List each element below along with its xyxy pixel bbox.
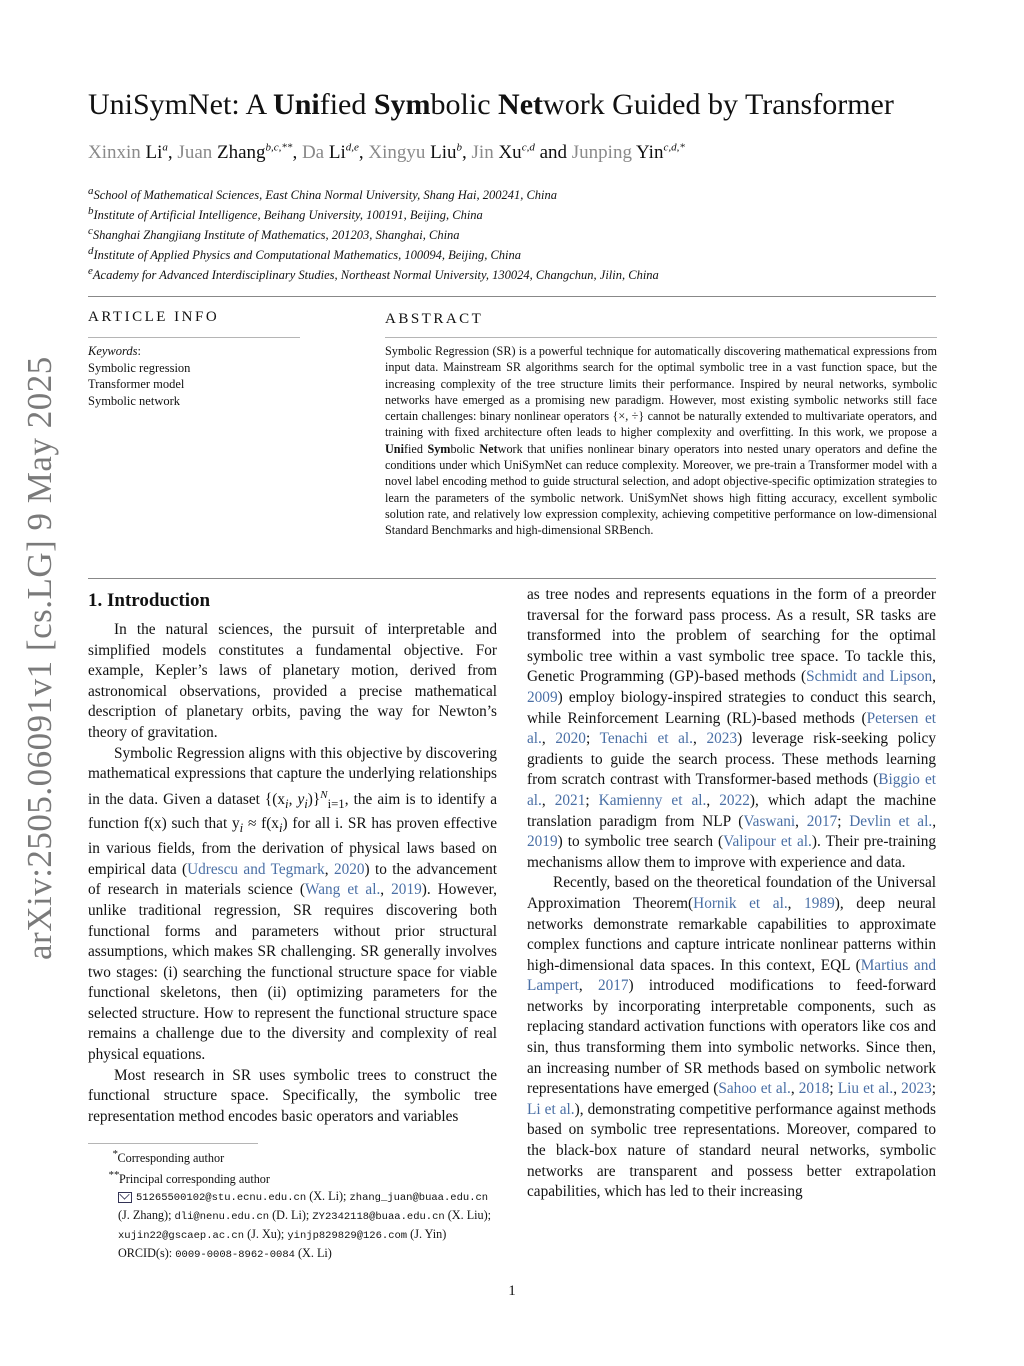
- text-run: )}: [307, 790, 321, 808]
- envelope-icon: [118, 1192, 132, 1203]
- citation-link[interactable]: Devlin et al.: [849, 812, 933, 830]
- affiliation-text: Shanghai Zhangjiang Institute of Mathematics, 201203, Shanghai, China: [92, 228, 460, 243]
- author-affiliation-mark: d,e: [345, 142, 359, 154]
- text-run: ) to the advancement of research in materials science (: [88, 860, 498, 899]
- paragraph: Most research in SR uses symbolic trees to construct the functional structure space. Specifically, the symbolic tree representation method encodes basic operators and variables: [88, 1066, 497, 1125]
- citation-link[interactable]: Li et al.: [527, 1100, 575, 1118]
- math-text: , y: [288, 790, 305, 808]
- text-run: ) introduced modifications to feed-forward networks by incorporating interpretable components, such as replacing standard activation functions with operators like cos and sin, thus transforming them into symbolic networks. Since then, an increasing number of SR methods based on symbolic network representations have emerged (: [527, 977, 936, 1098]
- text-run: ,: [706, 791, 720, 809]
- text-run: ,: [380, 881, 392, 899]
- citation-link[interactable]: Tenachi et al.: [599, 730, 694, 748]
- author-first-name: Xinxin: [88, 142, 141, 164]
- keywords-block: [88, 343, 308, 409]
- abstract-heading: ABSTRACT: [385, 311, 484, 327]
- paragraph: [88, 744, 497, 1066]
- author: [472, 142, 572, 163]
- author-separator: ,: [167, 142, 178, 164]
- citation-link[interactable]: 2017: [806, 812, 838, 830]
- footnote-emails: [88, 1188, 498, 1245]
- author: [572, 142, 685, 163]
- title-bold-net: Net: [498, 88, 544, 121]
- affiliation: [88, 185, 948, 203]
- author: [88, 142, 177, 163]
- math-sub: i: [285, 796, 289, 811]
- author-last-name: Li: [328, 142, 346, 164]
- keywords-label: Keywords: [88, 344, 138, 358]
- keyword: Symbolic regression: [88, 360, 191, 375]
- citation-link[interactable]: Biggio et al.: [527, 771, 937, 809]
- author-separator: and: [534, 142, 572, 164]
- citation-link[interactable]: Sahoo et al.: [718, 1080, 791, 1098]
- affiliation: [88, 265, 948, 283]
- email-link[interactable]: ZY2342118@buaa.edu.cn: [312, 1211, 445, 1224]
- keyword: Symbolic network: [88, 393, 181, 408]
- text-run: ,: [324, 860, 334, 878]
- math-sup: N: [320, 788, 328, 801]
- footnote-text: Corresponding author: [117, 1151, 225, 1166]
- citation-link[interactable]: 2019: [391, 881, 422, 899]
- footnote-principal: [88, 1167, 498, 1188]
- affiliation-mark: d: [88, 245, 94, 257]
- citation-link[interactable]: Vaswani: [743, 812, 796, 830]
- citation-link[interactable]: Martius and Lampert: [527, 956, 936, 995]
- citation-link[interactable]: Valipour et al.: [723, 833, 812, 851]
- footnote-orcid: [88, 1245, 498, 1264]
- text-run: ). However, unlike traditional regression, SR requires discovering both functional forms and parameters without prior structural assumptions, which makes SR challenging. SR generally involves two stages: (i) searching the functional structure space for viable functional skeletons, then (ii) optimizing parameters for the selected structure. How to represent the functional structure space remains a challenge due to the diversity and complexity of real physical equations.: [88, 881, 497, 1064]
- paragraph: [527, 873, 936, 1203]
- footnote-corresponding: [88, 1146, 498, 1167]
- affiliation-mark: e: [88, 265, 93, 277]
- abstract-text: [385, 343, 937, 539]
- email-owner: (J. Xu);: [244, 1227, 288, 1242]
- author: [177, 142, 302, 163]
- text-run: as tree nodes and represents equations in the form of a preorder traversal for the forward pass process. As a result, SR tasks are transformed into the problem of searching for the optimal symbolic tree within a vast symbolic tree space. To tackle this, Genetic Programming (GP)-based methods (: [527, 586, 936, 686]
- citation-link[interactable]: 2023: [901, 1080, 932, 1098]
- author-first-name: Junping: [571, 142, 632, 164]
- email-link[interactable]: zhang_juan@buaa.edu.cn: [349, 1192, 489, 1205]
- text-run: Symbolic Regression aligns with this objective by discovering mathematical expressions that capture the underlying relationships in the data. Given a dataset {(x: [88, 744, 497, 808]
- text-run: Recently, based on the theoretical foundation of the Universal Approximation Theorem(: [527, 874, 936, 912]
- citation-link[interactable]: Hornik et al.: [693, 894, 788, 912]
- orcid-label: ORCID(s):: [118, 1246, 176, 1261]
- title-part: bolic: [430, 88, 499, 121]
- author-affiliation-mark: a: [162, 142, 168, 154]
- text-run: ;: [931, 1080, 937, 1098]
- text-run: ,: [787, 894, 805, 912]
- author-last-name: Yin: [636, 142, 664, 164]
- email-owner: (D. Li);: [269, 1208, 313, 1223]
- text-run: ;: [585, 730, 600, 748]
- section-heading-introduction: 1. Introduction: [88, 590, 211, 611]
- arxiv-identifier: arXiv:2505.06091v1 [cs.LG] 9 May 2025: [20, 356, 59, 960]
- keywords-label-line: [88, 343, 308, 360]
- text-run: ), deep neural networks demonstrate remarkable capabilities to approximate complex functions and capture intricate nonlinear patterns within high-dimensional data spaces. In this context, EQL (: [527, 894, 937, 974]
- author-last-name: Zhang: [217, 142, 266, 164]
- text-run: ), which adapt the machine translation paradigm from NLP (: [527, 791, 936, 830]
- author: [368, 142, 471, 163]
- abstract-bottom-divider: [88, 578, 936, 579]
- text-run: ,: [790, 1080, 799, 1098]
- title-part: UniSymNet: A: [88, 88, 274, 121]
- affiliation-text: School of Mathematical Sciences, East China Normal University, Shang Hai, 200241, China: [93, 188, 558, 203]
- abstract-bold: Sym: [427, 441, 451, 456]
- paragraph: [527, 585, 936, 873]
- citation-link[interactable]: 2018: [798, 1080, 830, 1098]
- text-run: ,: [578, 977, 598, 995]
- text-run: ), demonstrating competitive performance against methods based on symbolic tree representations. Moreover, compared to the black-box nature of standard neural networks, symbolic networks are transparent and possess better extrapolation capabilities, which has led to their increasing: [527, 1100, 937, 1201]
- citation-link[interactable]: 2021: [554, 791, 586, 809]
- email-owner: (X. Li);: [306, 1189, 350, 1204]
- footnotes: [88, 1146, 498, 1264]
- author-last-name: Li: [145, 142, 163, 164]
- text-run: ,: [795, 812, 807, 830]
- citation-link[interactable]: 2020: [333, 860, 365, 878]
- text-run: ≈ f(x: [243, 815, 279, 833]
- header-divider: [88, 296, 936, 297]
- footnote-text: Principal corresponding author: [119, 1172, 270, 1187]
- author-affiliation-mark: c,d: [521, 142, 535, 154]
- body-column-right: [527, 585, 936, 1203]
- affiliation-mark: c: [88, 225, 93, 237]
- affiliation: [88, 245, 948, 263]
- author-affiliation-mark: b: [456, 142, 463, 154]
- abstract-divider: [385, 337, 937, 338]
- author-separator: ,: [462, 142, 472, 164]
- author-first-name: Juan: [177, 142, 213, 164]
- affiliation-text: Institute of Applied Physics and Computational Mathematics, 100094, Beijing, China: [93, 248, 522, 263]
- orcid-owner: (X. Li): [294, 1246, 332, 1261]
- orcid-link[interactable]: 0009-0008-8962-0084: [175, 1249, 295, 1262]
- math-sub: i=1: [327, 796, 345, 811]
- abstract-bold: Uni: [385, 441, 404, 456]
- abstract-bold: Net: [479, 441, 498, 456]
- text-run: ) for all i. SR has proven effective in various fields, from the derivation of physical laws based on empirical data (: [88, 815, 497, 878]
- abstract-part: fied: [403, 441, 428, 456]
- author-separator: ,: [358, 142, 369, 164]
- affiliation-mark: b: [88, 205, 94, 217]
- author-separator: ,: [292, 142, 302, 164]
- affiliation-mark: a: [88, 185, 94, 197]
- email-link[interactable]: 51265500102@stu.ecnu.edu.cn: [136, 1192, 307, 1205]
- citation-link[interactable]: Schmidt and Lipson: [806, 668, 933, 686]
- body-column-left: [88, 620, 497, 1127]
- paragraph: In the natural sciences, the pursuit of interpretable and simplified models constitutes a fundamental objective. For example, Kepler’s laws of planetary motion, derived from astronomical observations, provided a precise mathematical description of planetary orbits, paving the way for Newton’s theory of gravitation.: [88, 621, 497, 741]
- affiliation-text: Academy for Advanced Interdisciplinary Studies, Northeast Normal University, 130024, Changchun, Jilin, China: [92, 268, 659, 283]
- citation-link[interactable]: 2017: [597, 977, 629, 995]
- keywords-colon: :: [137, 344, 142, 358]
- citation-link[interactable]: 1989: [804, 894, 835, 912]
- text-run: ,: [893, 1080, 902, 1098]
- email-owner: (X. Liu);: [444, 1208, 492, 1223]
- affiliation: [88, 205, 948, 223]
- email-link[interactable]: xujin22@gscaep.ac.cn: [118, 1230, 245, 1243]
- citation-link[interactable]: 2022: [719, 791, 750, 809]
- text-run: ,: [541, 791, 555, 809]
- text-run: ) leverage risk-seeking policy gradients to guide the search process. These methods learning from scratch contrast with Transformer-based methods (: [527, 730, 936, 789]
- citation-link[interactable]: Kamienny et al.: [598, 791, 707, 809]
- text-run: ). Their pre-training mechanisms allow them to improve with experience and data.: [527, 833, 937, 871]
- abstract-part: work that unifies nonlinear binary operators into nested unary operators and define the conditions under which UniSymNet can reduce complexity. Moreover, we pre-train a Transformer model with a novel label encoding method to guide structural selection, and adopt objective-specific optimization strategies to learn the parameters of the symbolic network. UniSymNet shows high fitting accuracy, excellent symbolic solution rate, and relatively low expression complexity, achieving competitive performance on low-dimensional Standard Benchmarks and high-dimensional SRBench.: [385, 441, 937, 538]
- author-first-name: Xingyu: [368, 142, 426, 164]
- email-owner: (J. Zhang);: [118, 1208, 175, 1223]
- paper-title: [88, 88, 948, 122]
- article-info-heading: ARTICLE INFO: [88, 309, 220, 325]
- citation-link[interactable]: 2020: [555, 730, 586, 748]
- text-run: ;: [585, 791, 599, 809]
- affiliation: [88, 225, 948, 243]
- title-bold-sym: Sym: [373, 88, 431, 121]
- citation-link[interactable]: Wang et al.: [304, 881, 381, 899]
- author-affiliation-mark: b,c,**: [265, 142, 293, 154]
- citation-link[interactable]: 2019: [527, 833, 558, 851]
- citation-link[interactable]: 2023: [706, 730, 738, 748]
- text-run: ,: [932, 812, 937, 830]
- author-list: [88, 142, 948, 164]
- author-affiliation-mark: c,d,*: [663, 142, 685, 154]
- email-link[interactable]: yinjp829829@126.com: [287, 1230, 408, 1243]
- title-bold-uni: Uni: [273, 88, 320, 121]
- title-part: fied: [319, 88, 374, 121]
- footnote-divider: [88, 1143, 258, 1144]
- keyword: Transformer model: [88, 377, 185, 391]
- author-last-name: Xu: [498, 142, 522, 164]
- text-run: ;: [829, 1080, 838, 1098]
- article-info-divider: [88, 337, 300, 338]
- abstract-part: Symbolic Regression (SR) is a powerful technique for automatically discovering mathematical expressions from input data. Mainstream SR algorithms search for the optimal symbolic tree in a vast function space, but the increasing complexity of the tree structure limits their performance. Inspired by neural networks, symbolic networks have emerged as a promising new paradigm. However, most existing symbolic networks still face certain challenges: binary nonlinear operators {×, ÷} cannot be naturally extended to multivariate operators, and training with fixed architecture often leads to higher complexity and overfitting. In this work, we propose a: [385, 344, 937, 440]
- math-sub: i: [304, 796, 308, 811]
- footnote-mark: *: [112, 1148, 118, 1160]
- citation-link[interactable]: Udrescu and Tegmark: [187, 860, 325, 878]
- math-sub: i: [278, 821, 283, 836]
- page-number: 1: [508, 1283, 516, 1299]
- text-run: ,: [541, 730, 556, 748]
- citation-link[interactable]: 2009: [527, 688, 558, 706]
- text-run: ) to symbolic tree search (: [557, 833, 724, 851]
- author-last-name: Liu: [430, 142, 457, 164]
- text-run: , the aim is to identify a function f(x) such that y: [88, 790, 497, 833]
- text-run: ) employ biology-inspired strategies to conduct this search, while Reinforcement Learning (RL)-based methods (: [527, 688, 936, 727]
- text-run: ,: [932, 668, 936, 686]
- text-run: ,: [693, 730, 707, 748]
- citation-link[interactable]: Petersen et al.: [527, 709, 936, 748]
- text-run: ;: [837, 812, 850, 830]
- email-link[interactable]: dli@nenu.edu.cn: [174, 1211, 270, 1224]
- citation-link[interactable]: Liu et al.: [837, 1080, 894, 1098]
- footnote-mark: **: [108, 1169, 119, 1182]
- author-first-name: Da: [301, 142, 325, 164]
- author-first-name: Jin: [471, 142, 494, 164]
- author: [302, 142, 368, 163]
- affiliation-text: Institute of Artificial Intelligence, Beihang University, 100191, Beijing, China: [93, 208, 483, 223]
- abstract-part: bolic: [450, 441, 480, 456]
- title-part: work Guided by Transformer: [543, 88, 894, 121]
- math-sub: i: [239, 821, 244, 836]
- email-owner: (J. Yin): [407, 1227, 447, 1242]
